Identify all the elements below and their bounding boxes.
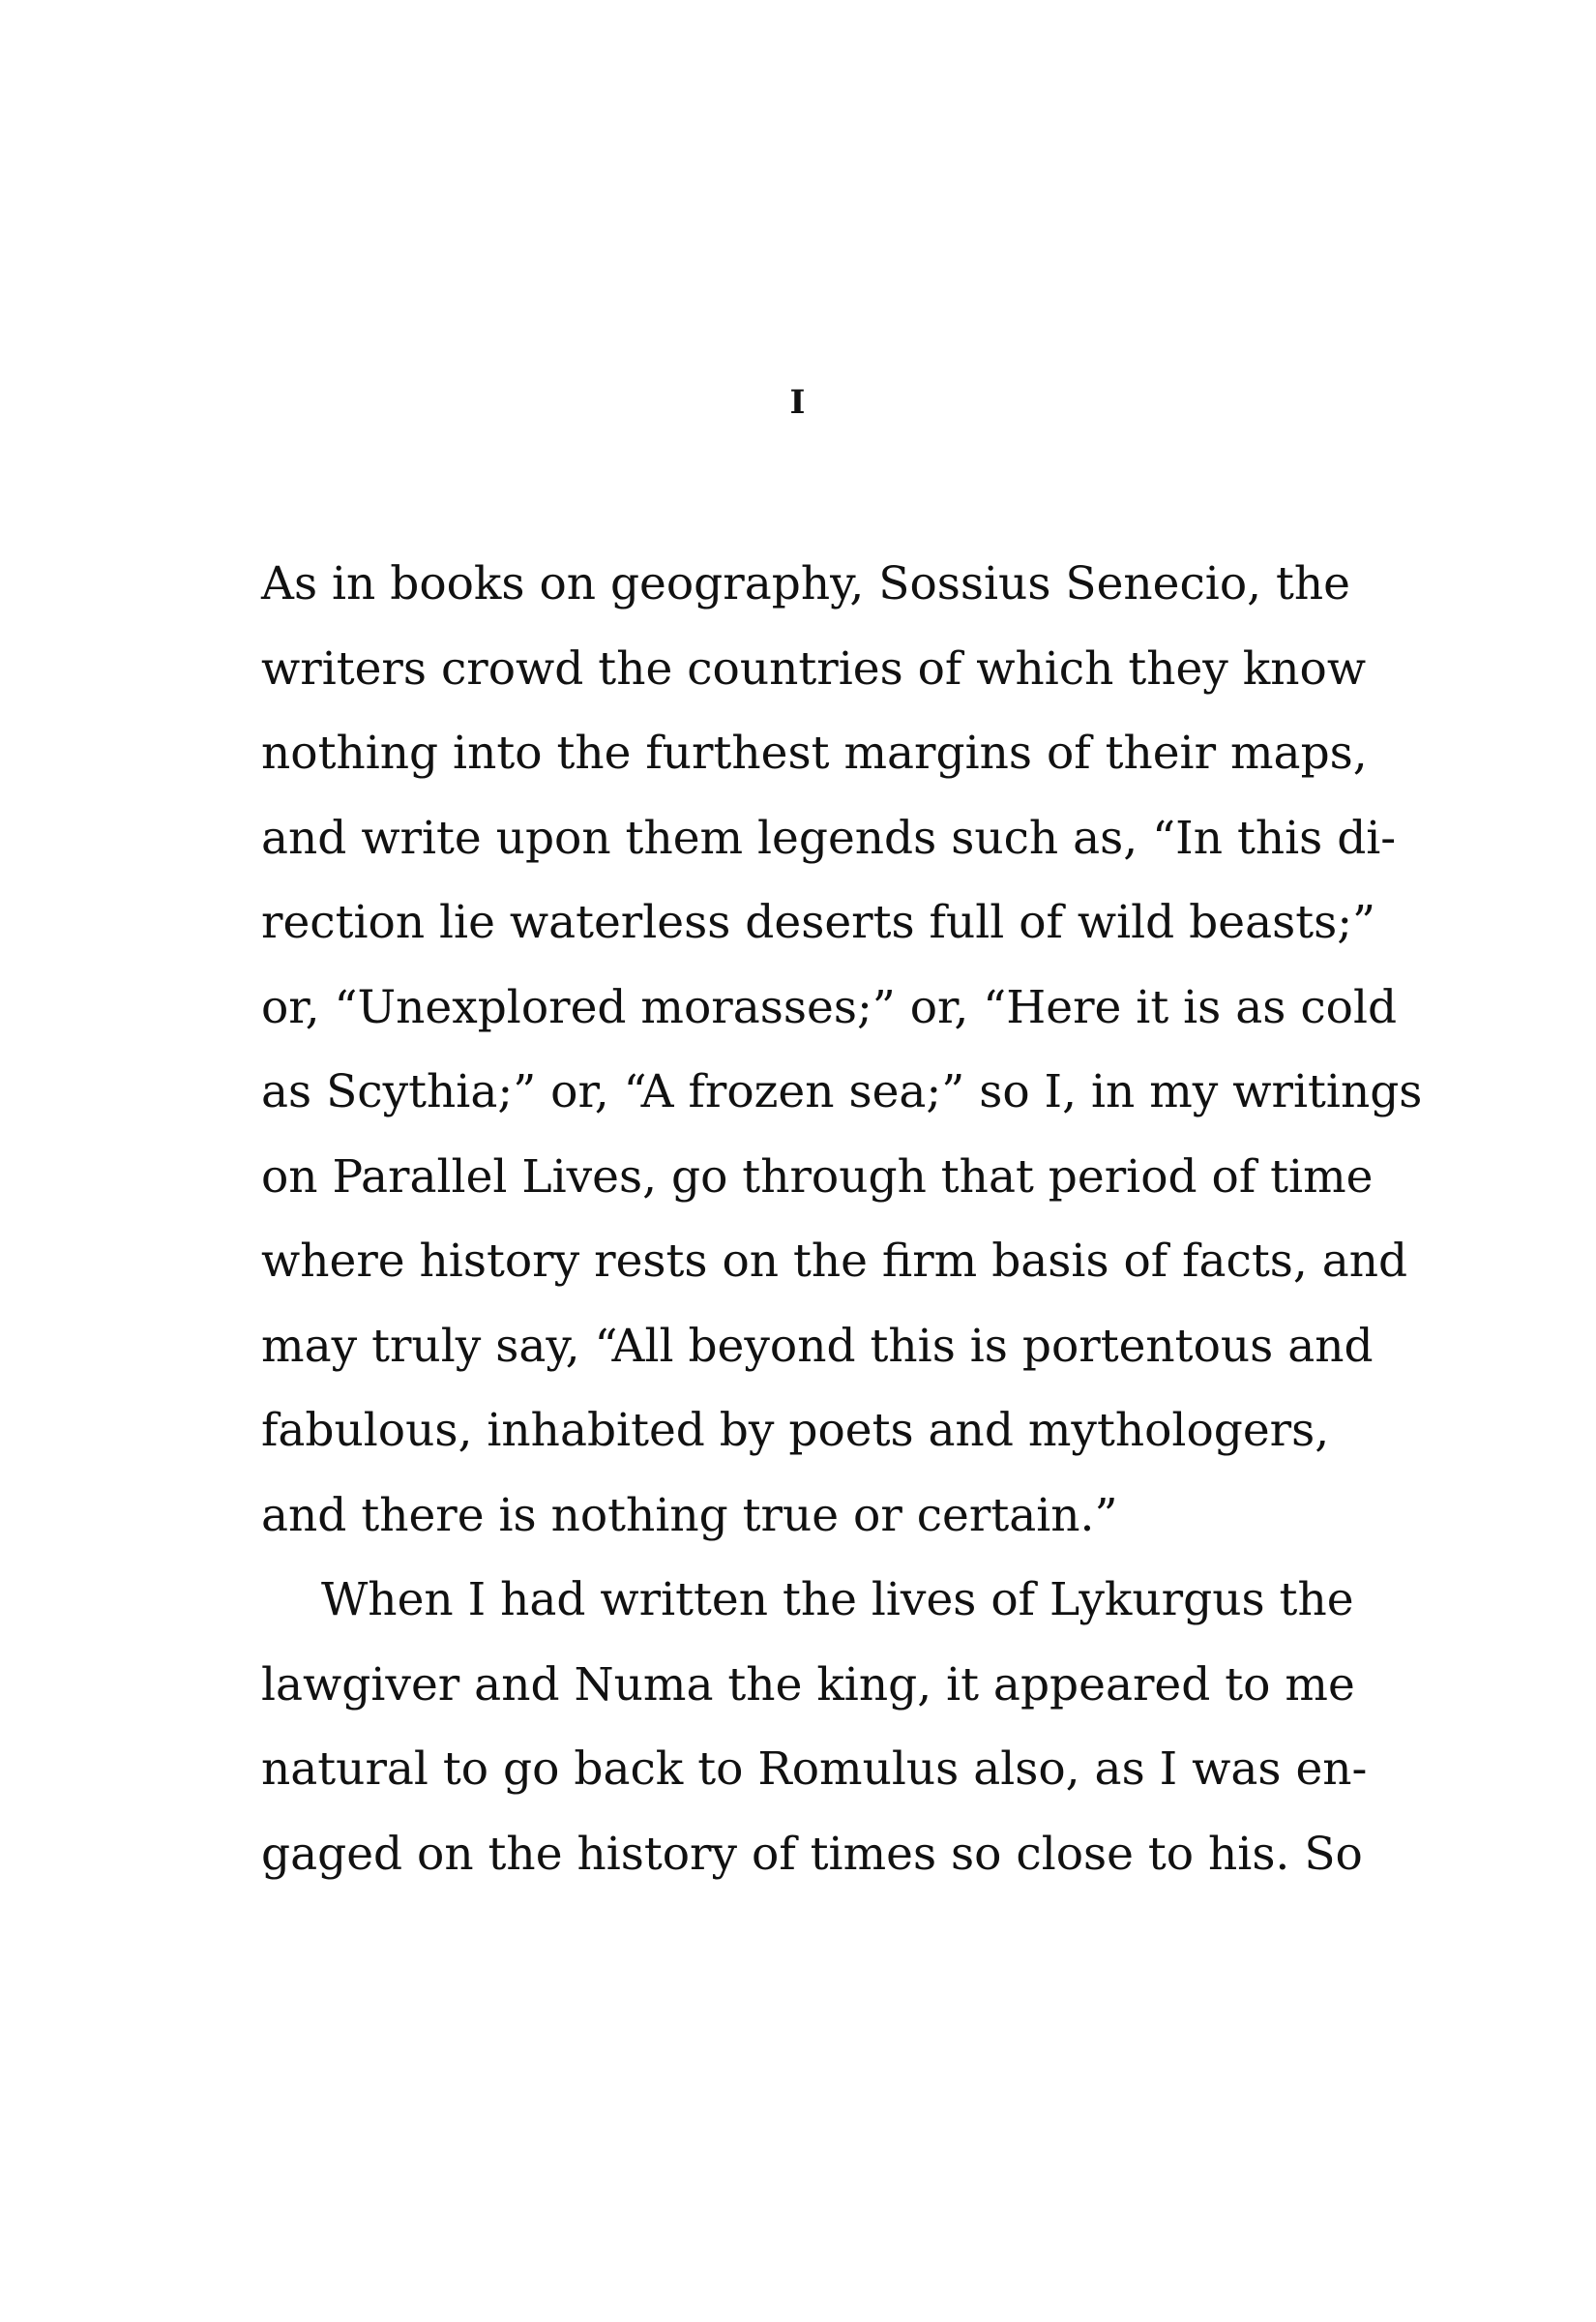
text-line: as Scythia;” or, “A frozen sea;” so I, in my writings (261, 1065, 1423, 1118)
text-line: nothing into the furthest margins of their maps, (261, 727, 1368, 780)
text-line: natural to go back to Romulus also, as I was en- (261, 1742, 1368, 1796)
text-line: rection lie waterless deserts full of wild beasts;” (261, 896, 1376, 949)
text-line: lawgiver and Numa the king, it appeared to me (261, 1657, 1355, 1712)
text-line: and write upon them legends such as, “In this di- (261, 811, 1397, 865)
text-line: where history rests on the firm basis of facts, and (261, 1235, 1408, 1288)
text-line: writers crowd the countries of which they know (261, 641, 1367, 696)
text-line: and there is nothing true or certain.” (261, 1488, 1118, 1542)
text-line: or, “Unexplored morasses;” or, “Here it is as cold (261, 980, 1398, 1034)
text-line: may truly say, “All beyond this is portentous and (261, 1319, 1374, 1373)
text-line: fabulous, inhabited by poets and mythologers, (261, 1404, 1330, 1457)
text-line: gaged on the history of times so close to his. So (261, 1827, 1363, 1881)
chapter-number: I (789, 383, 807, 422)
paragraph-1 (261, 542, 1423, 1558)
paragraph-2 (261, 1558, 1368, 1896)
text-line: As in books on geography, Sossius Senecio, the (261, 557, 1350, 610)
text-line: on Parallel Lives, go through that period of time (261, 1149, 1374, 1204)
body-text (261, 542, 1423, 1896)
text-line: When I had written the lives of Lykurgus the (321, 1573, 1354, 1626)
